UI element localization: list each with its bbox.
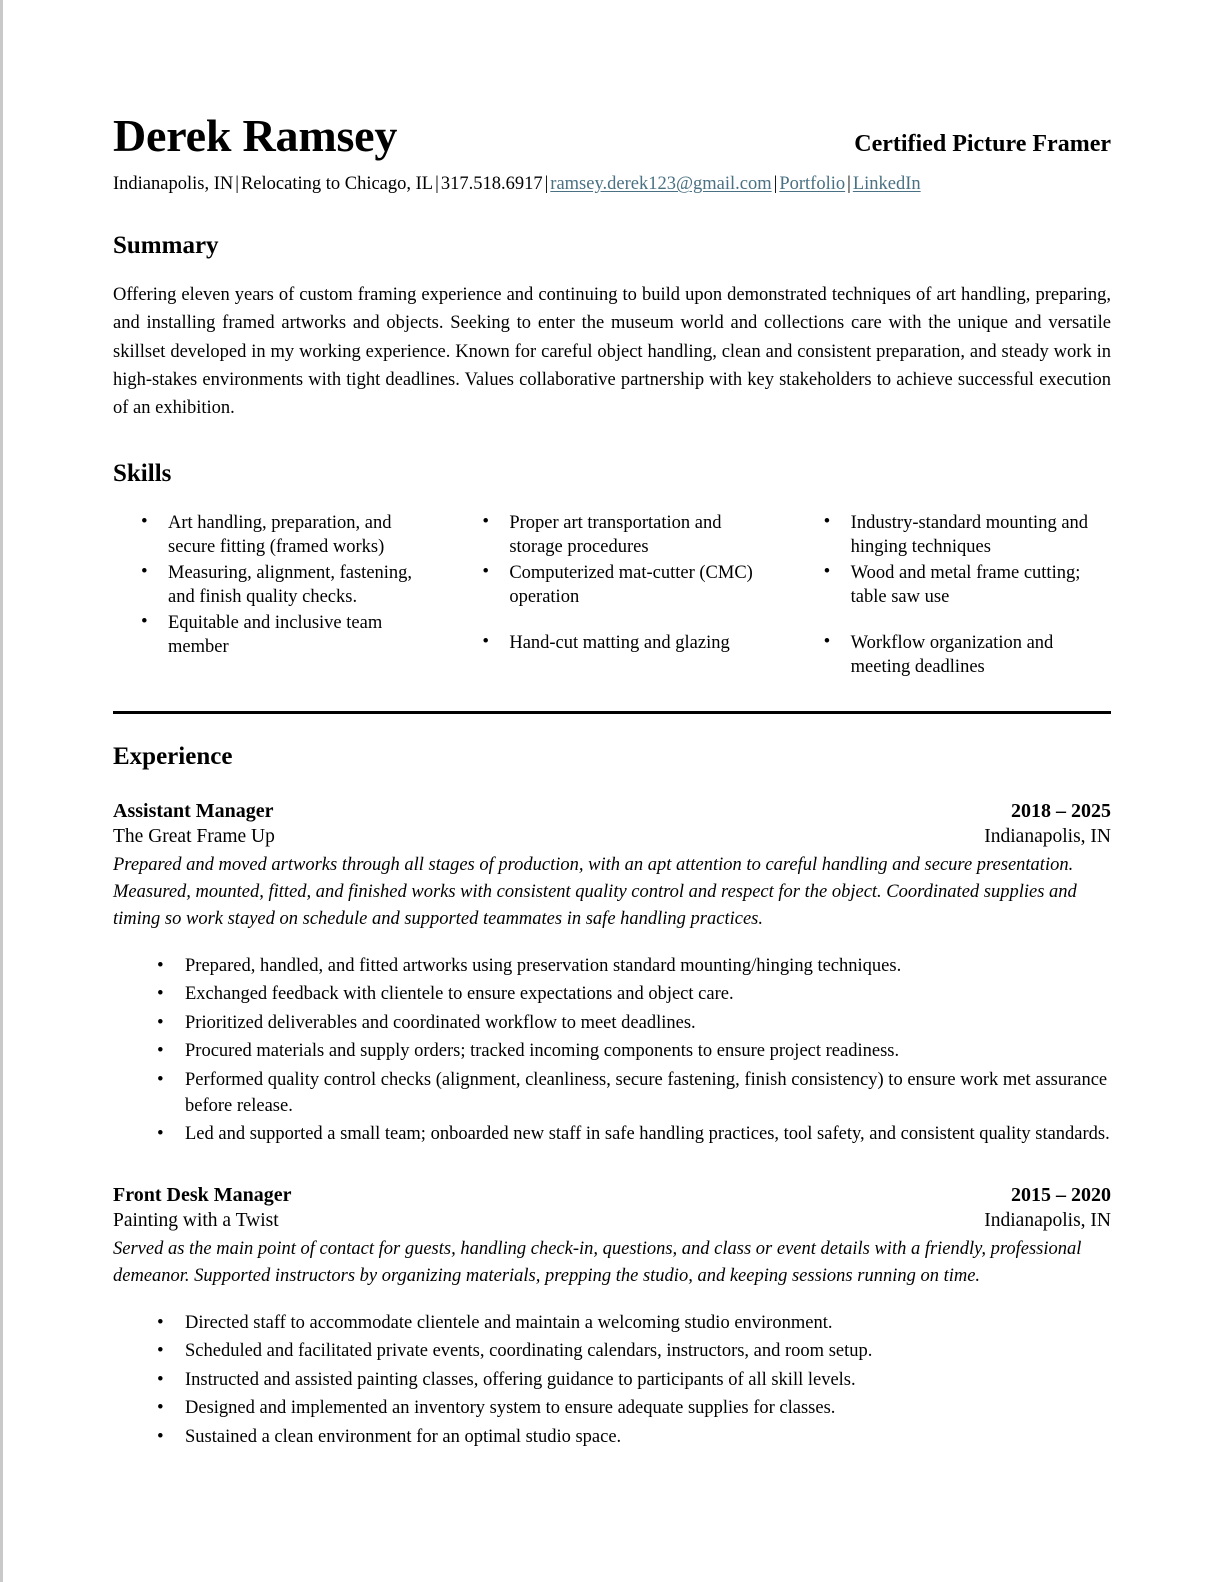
job-bullet-list: [113, 1310, 1111, 1450]
experience-heading: Experience: [113, 742, 233, 770]
summary-heading: Summary: [113, 232, 219, 260]
job-title-row: [113, 798, 1111, 824]
job-bullet: • Performed quality control checks (alignment, cleanliness, secure fastening, finish consistency) to ensure work met assurance before release.: [113, 1067, 1111, 1120]
job-role: Front Desk Manager: [113, 1183, 292, 1206]
skill-item: • Wood and metal frame cutting; table saw use: [796, 561, 1111, 609]
contact-email-link[interactable]: ramsey.derek123@gmail.com: [550, 174, 772, 194]
skill-item: • Art handling, preparation, and secure fitting (framed works): [113, 511, 428, 559]
contact-relocation: Relocating to Chicago, IL: [240, 174, 434, 194]
contact-separator-3: |: [544, 174, 549, 194]
skills-columns: [113, 511, 1111, 681]
contact-separator-1: |: [235, 174, 239, 194]
job-bullet: • Designed and implemented an inventory system to ensure adequate supplies for classes.: [113, 1395, 1111, 1421]
job-bullet: • Directed staff to accommodate clientele and maintain a welcoming studio environment.: [113, 1310, 1111, 1336]
job-company: The Great Frame Up: [113, 825, 275, 847]
skill-item: • Industry-standard mounting and hinging techniques: [796, 511, 1111, 559]
job-location: Indianapolis, IN: [984, 825, 1111, 847]
skills-column-3: [796, 511, 1111, 681]
skills-heading: Skills: [113, 459, 172, 487]
candidate-name: Derek Ramsey: [113, 110, 398, 161]
job-summary: Served as the main point of contact for guests, handling check-in, questions, and class or event details with a friendly, professional demeanor. Supported instructors by organizing materials, prepping the studio, and keeping sessions running on time.: [113, 1239, 1082, 1286]
experience-entry: [113, 1182, 1111, 1450]
job-role: Assistant Manager: [113, 799, 274, 822]
job-bullet-list: [113, 953, 1111, 1148]
job-title-row: [113, 1182, 1111, 1208]
section-divider: [113, 711, 1111, 714]
skills-column-2: [454, 511, 795, 681]
job-location: Indianapolis, IN: [984, 1209, 1111, 1231]
job-bullet: • Prepared, handled, and fitted artworks using preservation standard mounting/hinging techniques.: [113, 953, 1111, 979]
linkedin-link[interactable]: LinkedIn: [852, 174, 921, 194]
job-dates: 2018 – 2025: [1011, 799, 1111, 822]
candidate-title: Certified Picture Framer: [854, 131, 1111, 157]
skill-item: • Computerized mat-cutter (CMC) operation: [454, 561, 769, 609]
skill-item: • Workflow organization and meeting deadlines: [796, 631, 1111, 679]
skill-item: • Hand-cut matting and glazing: [454, 631, 769, 655]
job-bullet: • Exchanged feedback with clientele to ensure expectations and object care.: [113, 981, 1111, 1007]
resume-content: [113, 0, 1111, 1452]
job-bullet: • Sustained a clean environment for an optimal studio space.: [113, 1424, 1111, 1450]
job-company-row: [113, 1208, 1111, 1234]
job-bullet: • Scheduled and facilitated private events, coordinating calendars, instructors, and room setup.: [113, 1338, 1111, 1364]
job-bullet: • Led and supported a small team; onboarded new staff in safe handling practices, tool safety, and consistent quality standards.: [113, 1121, 1111, 1147]
experience-entry: [113, 798, 1111, 1148]
skill-item: • Proper art transportation and storage procedures: [454, 511, 769, 559]
job-company: Painting with a Twist: [113, 1209, 279, 1231]
contact-phone: 317.518.6917: [440, 174, 543, 194]
contact-line: [113, 173, 1111, 195]
summary-text: Offering eleven years of custom framing experience and continuing to build upon demonstrated techniques of art handling, preparing, and installing framed artworks and objects. Seeking to enter the museum world and collections care with the unique and versatile skillset developed in my working experience. Known for careful object handling, clean and consistent preparation, and steady work in high-stakes environments with tight deadlines. Values collaborative partnership with key stakeholders to achieve successful execution of an exhibition.: [113, 285, 1111, 419]
contact-separator-2: |: [435, 174, 439, 194]
resume-header: [113, 0, 1111, 161]
contact-separator-5: |: [847, 174, 851, 194]
skills-column-1: [113, 511, 454, 681]
contact-separator-4: |: [773, 174, 778, 194]
contact-location: Indianapolis, IN: [113, 174, 234, 194]
job-summary: Prepared and moved artworks through all stages of production, with an apt attention to careful handling and secure presentation. Measured, mounted, fitted, and finished works with consistent quality control and respect for the object. Coordinated supplies and timing so work stayed on schedule and supported teammates in safe handling practices.: [113, 855, 1077, 929]
skill-item: • Measuring, alignment, fastening, and finish quality checks.: [113, 561, 428, 609]
skill-item: • Equitable and inclusive team member: [113, 611, 428, 659]
job-dates: 2015 – 2020: [1011, 1183, 1111, 1206]
portfolio-link[interactable]: Portfolio: [779, 174, 846, 194]
job-bullet: • Prioritized deliverables and coordinated workflow to meet deadlines.: [113, 1010, 1111, 1036]
job-company-row: [113, 824, 1111, 850]
job-bullet: • Instructed and assisted painting classes, offering guidance to participants of all skill levels.: [113, 1367, 1111, 1393]
job-bullet: • Procured materials and supply orders; tracked incoming components to ensure project readiness.: [113, 1038, 1111, 1064]
